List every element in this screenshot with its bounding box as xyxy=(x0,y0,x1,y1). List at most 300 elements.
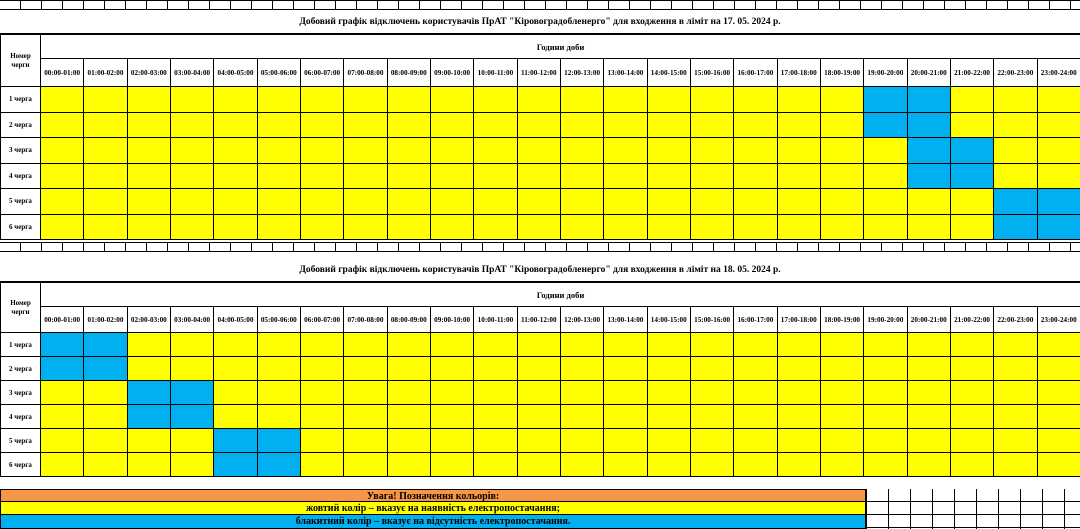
hour-column-header: 13:00-14:00 xyxy=(604,59,647,87)
power-on-cell xyxy=(344,405,387,429)
power-on-cell xyxy=(560,214,603,240)
outage-cell xyxy=(994,189,1037,215)
power-on-cell xyxy=(430,138,473,164)
schedule-title-1: Добовий графік відключень користувачів ПрАТ "Кіровоградобленерго" для входження в ліміт на 17. 05. 2024 р. xyxy=(0,10,1080,34)
power-on-cell xyxy=(950,189,993,215)
hour-column-header: 11:00-12:00 xyxy=(517,307,560,333)
power-on-cell xyxy=(560,138,603,164)
power-on-cell xyxy=(41,214,84,240)
power-on-cell xyxy=(517,189,560,215)
power-on-cell xyxy=(604,87,647,113)
power-on-cell xyxy=(387,87,430,113)
power-on-cell xyxy=(734,357,777,381)
power-on-cell xyxy=(777,429,820,453)
power-on-cell xyxy=(170,453,213,477)
power-on-cell xyxy=(690,87,733,113)
power-on-cell xyxy=(864,453,907,477)
legend-yellow: жовтий колір – вказує на наявність електропостачання; xyxy=(0,502,866,515)
power-on-cell xyxy=(734,87,777,113)
power-on-cell xyxy=(734,405,777,429)
power-on-cell xyxy=(734,112,777,138)
schedule-title-2: Добовий графік відключень користувачів ПрАТ "Кіровоградобленерго" для входження в ліміт на 18. 05. 2024 р. xyxy=(0,258,1080,282)
power-on-cell xyxy=(387,453,430,477)
outage-cell xyxy=(257,453,300,477)
power-on-cell xyxy=(474,405,517,429)
power-on-cell xyxy=(994,112,1037,138)
hour-column-header: 07:00-08:00 xyxy=(344,59,387,87)
power-on-cell xyxy=(257,381,300,405)
power-on-cell xyxy=(907,189,950,215)
power-on-cell xyxy=(560,163,603,189)
power-on-cell xyxy=(387,381,430,405)
power-on-cell xyxy=(647,112,690,138)
power-on-cell xyxy=(734,453,777,477)
power-on-cell xyxy=(344,333,387,357)
power-on-cell xyxy=(647,405,690,429)
power-on-cell xyxy=(950,333,993,357)
outage-cell xyxy=(907,138,950,164)
power-on-cell xyxy=(907,429,950,453)
outage-cell xyxy=(84,333,127,357)
hour-column-header: 03:00-04:00 xyxy=(170,59,213,87)
power-on-cell xyxy=(647,453,690,477)
queue-row xyxy=(1,112,1080,138)
power-on-cell xyxy=(474,189,517,215)
power-on-cell xyxy=(474,87,517,113)
queue-label: 1 черга xyxy=(1,87,41,113)
power-on-cell xyxy=(734,163,777,189)
power-on-cell xyxy=(170,429,213,453)
power-on-cell xyxy=(344,87,387,113)
power-on-cell xyxy=(647,381,690,405)
power-on-cell xyxy=(604,429,647,453)
power-on-cell xyxy=(387,189,430,215)
power-on-cell xyxy=(907,381,950,405)
queue-label: 5 черга xyxy=(1,189,41,215)
legend-blue: блакитний колір – вказує на відсутність електропостачання. xyxy=(0,515,866,529)
power-on-cell xyxy=(517,453,560,477)
power-on-cell xyxy=(344,381,387,405)
outage-cell xyxy=(950,163,993,189)
power-on-cell xyxy=(734,381,777,405)
power-on-cell xyxy=(300,214,343,240)
power-on-cell xyxy=(214,381,257,405)
power-on-cell xyxy=(257,333,300,357)
power-on-cell xyxy=(474,357,517,381)
power-on-cell xyxy=(257,112,300,138)
outage-cell xyxy=(1037,189,1080,215)
power-on-cell xyxy=(474,381,517,405)
power-on-cell xyxy=(864,381,907,405)
power-on-cell xyxy=(1037,405,1080,429)
power-on-cell xyxy=(994,138,1037,164)
power-on-cell xyxy=(387,429,430,453)
power-on-cell xyxy=(387,112,430,138)
hour-column-header: 00:00-01:00 xyxy=(41,59,84,87)
power-on-cell xyxy=(170,357,213,381)
power-on-cell xyxy=(864,429,907,453)
power-on-cell xyxy=(300,405,343,429)
power-on-cell xyxy=(690,429,733,453)
outage-cell xyxy=(257,429,300,453)
hour-column-header: 05:00-06:00 xyxy=(257,59,300,87)
power-on-cell xyxy=(690,163,733,189)
power-on-cell xyxy=(777,112,820,138)
power-on-cell xyxy=(127,357,170,381)
power-on-cell xyxy=(907,357,950,381)
power-on-cell xyxy=(127,333,170,357)
power-on-cell xyxy=(690,357,733,381)
power-on-cell xyxy=(647,357,690,381)
power-on-cell xyxy=(1037,429,1080,453)
power-on-cell xyxy=(517,138,560,164)
outage-cell xyxy=(864,112,907,138)
hour-column-header: 20:00-21:00 xyxy=(907,59,950,87)
power-on-cell xyxy=(84,189,127,215)
power-on-cell xyxy=(777,163,820,189)
power-on-cell xyxy=(820,214,863,240)
outage-cell xyxy=(907,112,950,138)
power-on-cell xyxy=(950,214,993,240)
power-on-cell xyxy=(300,189,343,215)
hour-column-header: 18:00-19:00 xyxy=(820,59,863,87)
hour-column-header: 22:00-23:00 xyxy=(994,307,1037,333)
power-on-cell xyxy=(41,87,84,113)
power-on-cell xyxy=(300,357,343,381)
power-on-cell xyxy=(430,87,473,113)
schedule-table-1 xyxy=(0,34,1080,240)
hour-column-header: 23:00-24:00 xyxy=(1037,307,1080,333)
power-on-cell xyxy=(820,405,863,429)
power-on-cell xyxy=(127,214,170,240)
hour-column-header: 20:00-21:00 xyxy=(907,307,950,333)
outage-cell xyxy=(170,405,213,429)
outage-cell xyxy=(907,163,950,189)
power-on-cell xyxy=(604,405,647,429)
power-on-cell xyxy=(820,189,863,215)
power-on-cell xyxy=(820,138,863,164)
power-on-cell xyxy=(1037,357,1080,381)
schedule-table-2 xyxy=(0,282,1080,477)
power-on-cell xyxy=(560,381,603,405)
power-on-cell xyxy=(84,112,127,138)
power-on-cell xyxy=(864,138,907,164)
power-on-cell xyxy=(690,333,733,357)
queue-label: 3 черга xyxy=(1,381,41,405)
power-on-cell xyxy=(214,214,257,240)
power-on-cell xyxy=(734,138,777,164)
power-on-cell xyxy=(214,112,257,138)
power-on-cell xyxy=(994,163,1037,189)
power-on-cell xyxy=(907,405,950,429)
power-on-cell xyxy=(604,189,647,215)
power-on-cell xyxy=(257,189,300,215)
power-on-cell xyxy=(1037,87,1080,113)
power-on-cell xyxy=(777,87,820,113)
hour-column-header: 16:00-17:00 xyxy=(734,59,777,87)
outage-cell xyxy=(907,87,950,113)
power-on-cell xyxy=(604,138,647,164)
power-on-cell xyxy=(647,429,690,453)
hour-column-header: 04:00-05:00 xyxy=(214,59,257,87)
hour-column-header: 05:00-06:00 xyxy=(257,307,300,333)
power-on-cell xyxy=(517,333,560,357)
queue-row xyxy=(1,138,1080,164)
power-on-cell xyxy=(560,357,603,381)
power-on-cell xyxy=(647,163,690,189)
power-on-cell xyxy=(344,163,387,189)
power-on-cell xyxy=(647,333,690,357)
power-on-cell xyxy=(950,405,993,429)
power-on-cell xyxy=(994,381,1037,405)
queue-label: 4 черга xyxy=(1,163,41,189)
power-on-cell xyxy=(170,189,213,215)
power-on-cell xyxy=(777,333,820,357)
power-on-cell xyxy=(127,429,170,453)
power-on-cell xyxy=(820,357,863,381)
outage-cell xyxy=(214,453,257,477)
queue-row xyxy=(1,163,1080,189)
power-on-cell xyxy=(777,405,820,429)
power-on-cell xyxy=(690,453,733,477)
power-on-cell xyxy=(430,163,473,189)
hour-column-header: 09:00-10:00 xyxy=(430,307,473,333)
power-on-cell xyxy=(604,163,647,189)
queue-row xyxy=(1,87,1080,113)
power-on-cell xyxy=(604,357,647,381)
power-on-cell xyxy=(84,429,127,453)
power-on-cell xyxy=(257,87,300,113)
power-on-cell xyxy=(344,453,387,477)
power-on-cell xyxy=(257,163,300,189)
power-on-cell xyxy=(170,333,213,357)
outage-cell xyxy=(864,87,907,113)
hour-column-header: 17:00-18:00 xyxy=(777,307,820,333)
power-on-cell xyxy=(127,112,170,138)
outage-cell xyxy=(127,405,170,429)
power-on-cell xyxy=(84,138,127,164)
power-on-cell xyxy=(994,87,1037,113)
power-on-cell xyxy=(517,163,560,189)
power-on-cell xyxy=(690,138,733,164)
power-on-cell xyxy=(41,429,84,453)
hour-column-header: 19:00-20:00 xyxy=(864,59,907,87)
queue-number-header: Номер черги xyxy=(1,35,41,87)
power-on-cell xyxy=(170,87,213,113)
power-on-cell xyxy=(84,87,127,113)
hour-column-header: 15:00-16:00 xyxy=(690,59,733,87)
power-on-cell xyxy=(430,381,473,405)
power-on-cell xyxy=(690,405,733,429)
power-on-cell xyxy=(300,138,343,164)
power-on-cell xyxy=(300,429,343,453)
power-on-cell xyxy=(950,381,993,405)
power-on-cell xyxy=(300,453,343,477)
power-on-cell xyxy=(214,138,257,164)
power-on-cell xyxy=(387,138,430,164)
power-on-cell xyxy=(517,214,560,240)
hour-column-header: 07:00-08:00 xyxy=(344,307,387,333)
power-on-cell xyxy=(170,138,213,164)
queue-row xyxy=(1,405,1080,429)
power-on-cell xyxy=(777,214,820,240)
queue-row xyxy=(1,381,1080,405)
power-on-cell xyxy=(41,138,84,164)
power-on-cell xyxy=(387,214,430,240)
power-on-cell xyxy=(647,87,690,113)
queue-label: 1 черга xyxy=(1,333,41,357)
power-on-cell xyxy=(517,112,560,138)
power-on-cell xyxy=(84,381,127,405)
power-on-cell xyxy=(994,333,1037,357)
power-on-cell xyxy=(820,333,863,357)
power-on-cell xyxy=(517,87,560,113)
hour-column-header: 02:00-03:00 xyxy=(127,59,170,87)
queue-row xyxy=(1,214,1080,240)
hour-column-header: 01:00-02:00 xyxy=(84,307,127,333)
power-on-cell xyxy=(430,405,473,429)
power-on-cell xyxy=(344,214,387,240)
power-on-cell xyxy=(41,405,84,429)
power-on-cell xyxy=(820,112,863,138)
power-on-cell xyxy=(84,405,127,429)
hour-column-header: 16:00-17:00 xyxy=(734,307,777,333)
hour-column-header: 10:00-11:00 xyxy=(474,307,517,333)
outage-cell xyxy=(1037,214,1080,240)
power-on-cell xyxy=(777,357,820,381)
hour-column-header: 08:00-09:00 xyxy=(387,307,430,333)
power-on-cell xyxy=(734,189,777,215)
power-on-cell xyxy=(344,138,387,164)
queue-label: 5 черга xyxy=(1,429,41,453)
power-on-cell xyxy=(734,429,777,453)
power-on-cell xyxy=(300,381,343,405)
power-on-cell xyxy=(604,381,647,405)
middle-grid-strip xyxy=(0,242,1080,252)
power-on-cell xyxy=(127,87,170,113)
power-on-cell xyxy=(1037,138,1080,164)
power-on-cell xyxy=(474,453,517,477)
outage-cell xyxy=(41,333,84,357)
power-on-cell xyxy=(84,214,127,240)
power-on-cell xyxy=(474,138,517,164)
queue-label: 2 черга xyxy=(1,357,41,381)
hour-column-header: 12:00-13:00 xyxy=(560,307,603,333)
power-on-cell xyxy=(690,189,733,215)
power-on-cell xyxy=(127,453,170,477)
queue-row xyxy=(1,453,1080,477)
power-on-cell xyxy=(820,453,863,477)
power-on-cell xyxy=(560,112,603,138)
queue-label: 3 черга xyxy=(1,138,41,164)
power-on-cell xyxy=(41,163,84,189)
power-on-cell xyxy=(257,138,300,164)
queue-row xyxy=(1,333,1080,357)
power-on-cell xyxy=(387,163,430,189)
power-on-cell xyxy=(474,429,517,453)
power-on-cell xyxy=(257,405,300,429)
hour-column-header: 12:00-13:00 xyxy=(560,59,603,87)
queue-row xyxy=(1,189,1080,215)
power-on-cell xyxy=(950,429,993,453)
power-on-cell xyxy=(647,214,690,240)
outage-cell xyxy=(127,381,170,405)
power-on-cell xyxy=(300,333,343,357)
hour-column-header: 04:00-05:00 xyxy=(214,307,257,333)
power-on-cell xyxy=(604,214,647,240)
hour-column-header: 19:00-20:00 xyxy=(864,307,907,333)
outage-cell xyxy=(170,381,213,405)
power-on-cell xyxy=(560,429,603,453)
hour-column-header: 15:00-16:00 xyxy=(690,307,733,333)
power-on-cell xyxy=(430,112,473,138)
legend-warning: Увага! Позначення кольорів: xyxy=(0,489,866,502)
power-on-cell xyxy=(864,357,907,381)
power-on-cell xyxy=(864,189,907,215)
power-on-cell xyxy=(820,87,863,113)
power-on-cell xyxy=(690,381,733,405)
hours-of-day-header: Години доби xyxy=(41,283,1080,307)
power-on-cell xyxy=(84,163,127,189)
power-on-cell xyxy=(517,405,560,429)
power-on-cell xyxy=(84,453,127,477)
power-on-cell xyxy=(214,189,257,215)
color-legend xyxy=(0,489,866,529)
power-on-cell xyxy=(647,138,690,164)
hour-column-header: 02:00-03:00 xyxy=(127,307,170,333)
hour-column-header: 01:00-02:00 xyxy=(84,59,127,87)
power-on-cell xyxy=(994,453,1037,477)
hour-column-header: 14:00-15:00 xyxy=(647,59,690,87)
power-on-cell xyxy=(344,112,387,138)
power-on-cell xyxy=(950,87,993,113)
power-on-cell xyxy=(517,381,560,405)
power-on-cell xyxy=(387,357,430,381)
power-on-cell xyxy=(474,214,517,240)
power-on-cell xyxy=(907,214,950,240)
power-on-cell xyxy=(387,405,430,429)
power-on-cell xyxy=(950,453,993,477)
hour-column-header: 22:00-23:00 xyxy=(994,59,1037,87)
power-on-cell xyxy=(864,405,907,429)
power-on-cell xyxy=(214,87,257,113)
power-on-cell xyxy=(430,357,473,381)
power-on-cell xyxy=(127,189,170,215)
power-on-cell xyxy=(950,112,993,138)
power-on-cell xyxy=(950,357,993,381)
power-on-cell xyxy=(777,189,820,215)
power-on-cell xyxy=(907,333,950,357)
power-on-cell xyxy=(387,333,430,357)
empty-grid-area xyxy=(866,489,1080,529)
power-on-cell xyxy=(1037,453,1080,477)
power-on-cell xyxy=(994,405,1037,429)
power-on-cell xyxy=(214,333,257,357)
hour-column-header: 06:00-07:00 xyxy=(300,59,343,87)
power-on-cell xyxy=(734,333,777,357)
power-on-cell xyxy=(127,138,170,164)
power-on-cell xyxy=(257,357,300,381)
power-on-cell xyxy=(430,214,473,240)
power-on-cell xyxy=(1037,163,1080,189)
power-on-cell xyxy=(430,333,473,357)
power-on-cell xyxy=(604,333,647,357)
power-on-cell xyxy=(474,333,517,357)
power-on-cell xyxy=(1037,333,1080,357)
power-on-cell xyxy=(820,163,863,189)
power-on-cell xyxy=(777,453,820,477)
power-on-cell xyxy=(560,453,603,477)
